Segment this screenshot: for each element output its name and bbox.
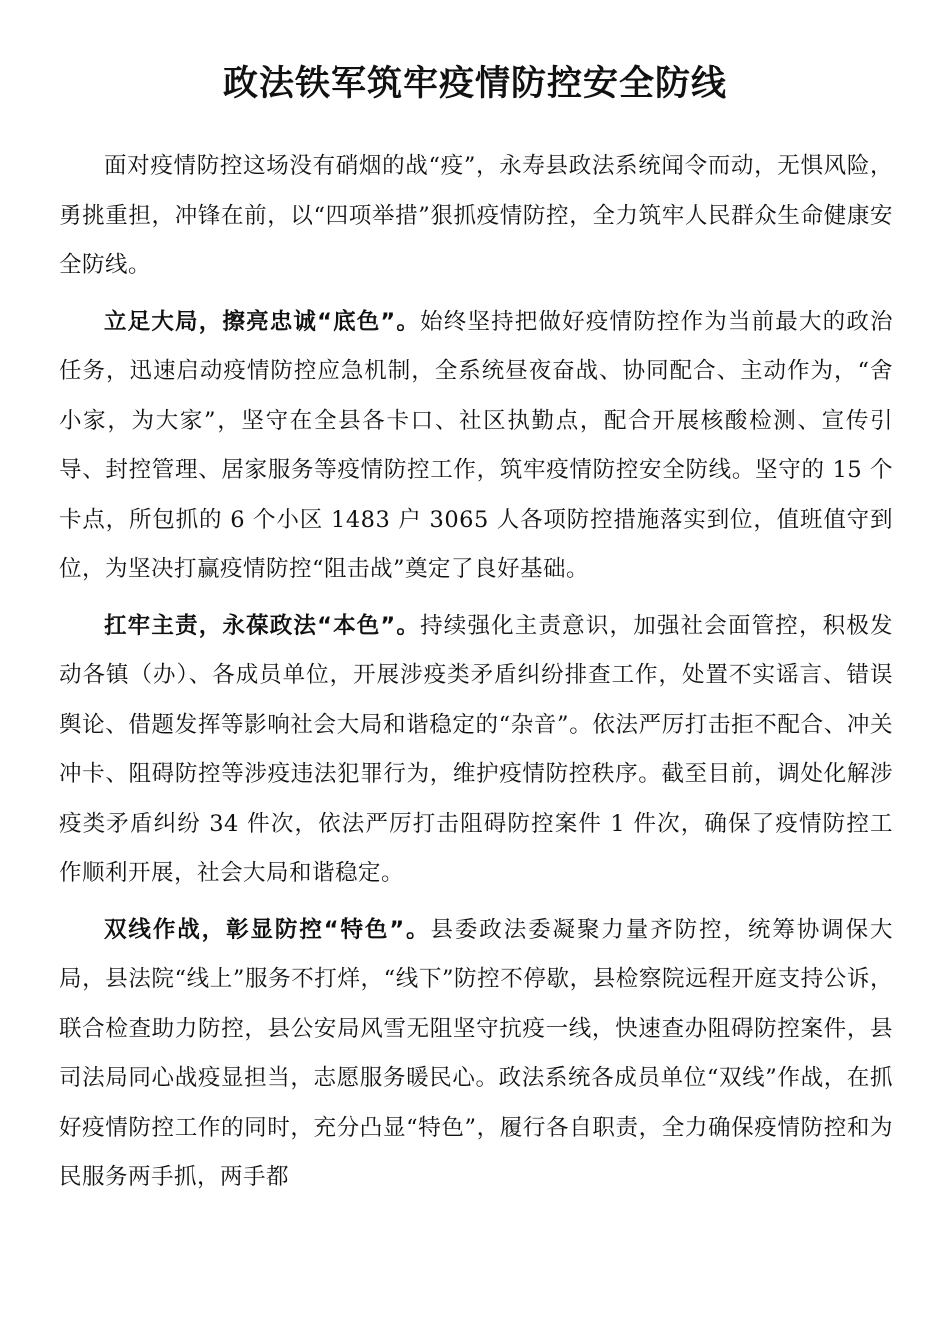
paragraph-text: 始终坚持把做好疫情防控作为当前最大的政治任务，迅速启动疫情防控应急机制，全系统昼夜奋战、协同配合、主动作为，“舍小家，为大家”，坚守在全县各卡口、社区执勤点，配合开展核酸检测、宣传引导、封控管理、居家服务等疫情防控工作，筑牢疫情防控安全防线。坚守的 15 个卡点，所包抓的 6 个小区 1483 户 3065 人各项防控措施落实到位，值班值守到位，为坚决打赢疫情防控“阻击战”奠定了良好基础。 [59,308,893,582]
section-heading: 双线作战，彰显防控“特色”。 [104,916,431,943]
section-heading: 扛牢主责，永葆政法“本色”。 [104,612,421,639]
paragraph-section-1 [59,298,893,595]
paragraph-text: 县委政法委凝聚力量齐防控，统筹协调保大局，县法院“线上”服务不打烊，“线下”防控不停歇，县检察院远程开庭支持公诉，联合检查助力防控，县公安局风雪无阻坚守抗疫一线，快速查办阻碍防控案件，县司法局同心战疫显担当，志愿服务暖民心。政法系统各成员单位“双线”作战，在抓好疫情防控工作的同时，充分凸显“特色”，履行各自职责，全力确保疫情防控和为民服务两手抓，两手都 [59,916,893,1190]
document-title: 政法铁军筑牢疫情防控安全防线 [222,63,727,104]
section-heading: 立足大局，擦亮忠诚“底色”。 [104,308,421,335]
paragraph-text: 持续强化主责意识，加强社会面管控，积极发动各镇（办）、各成员单位，开展涉疫类矛盾纠纷排查工作，处置不实谣言、错误舆论、借题发挥等影响社会大局和谐稳定的“杂音”。依法严厉打击拒不配合、冲关冲卡、阻碍防控等涉疫违法犯罪行为，维护疫情防控秩序。截至目前，调处化解涉疫类矛盾纠纷 34 件次，依法严厉打击阻碍防控案件 1 件次，确保了疫情防控工作顺利开展，社会大局和谐稳定。 [59,612,893,886]
document-body [59,142,893,1203]
paragraph-text: 面对疫情防控这场没有硝烟的战“疫”，永寿县政法系统闻令而动，无惧风险，勇挑重担，冲锋在前，以“四项举措”狠抓疫情防控，全力筑牢人民群众生命健康安全防线。 [59,153,893,278]
paragraph-section-2 [59,602,893,899]
paragraph-intro [59,142,893,291]
paragraph-section-3 [59,906,893,1203]
